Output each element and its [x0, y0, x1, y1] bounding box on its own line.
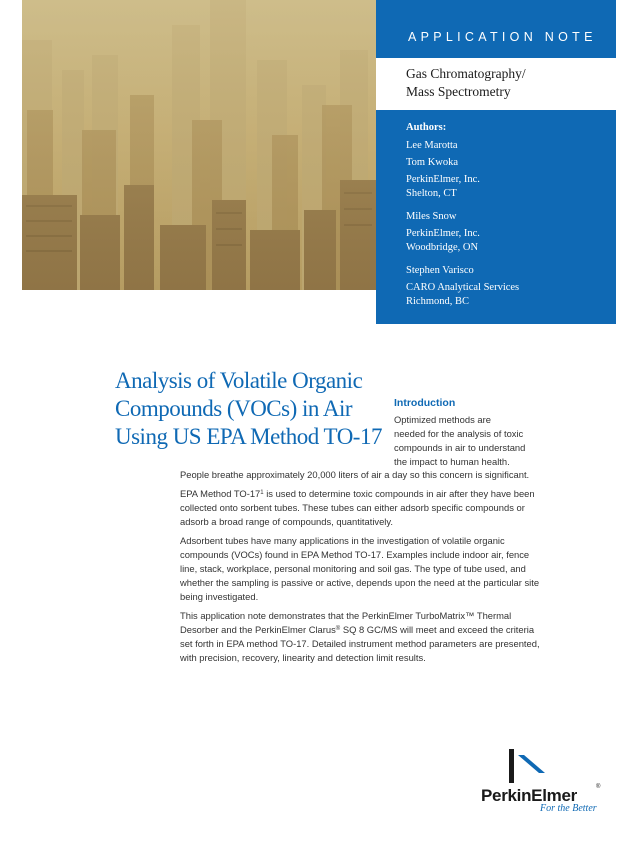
- footnote-ref: 1: [260, 490, 264, 496]
- body-paragraph-2-line: collected onto sorbent tubes. These tubes can either adsorb specific compounds or: [180, 502, 525, 513]
- body-paragraph-2-line: adsorb a broad range of compounds, quantitatively.: [180, 516, 393, 527]
- document-title-line: Using US EPA Method TO-17: [115, 424, 382, 449]
- author-affiliation: PerkinElmer, Inc.: [406, 228, 480, 239]
- body-text: Desorber and the PerkinElmer Clarus: [180, 624, 336, 635]
- technique-line: Gas Chromatography/: [406, 66, 526, 81]
- body-paragraph-3-line: line, stack, workplace, personal monitoring and soil gas. The type of tube used, and: [180, 563, 526, 574]
- author-name: Stephen Varisco: [406, 265, 474, 276]
- author-location: Shelton, CT: [406, 188, 457, 199]
- author-name: Lee Marotta: [406, 140, 458, 151]
- body-paragraph-2-line: [180, 488, 535, 502]
- body-paragraph-4-line: [180, 624, 534, 638]
- technique-band: [376, 58, 616, 110]
- body-paragraph-3-line: whether the sampling is passive or active, depends upon the need at the particular site: [180, 577, 540, 588]
- body-text: is used to determine toxic compounds in air after they have been: [263, 488, 535, 499]
- brand-registered-mark: ®: [596, 784, 601, 790]
- body-text: SQ 8 GC/MS will meet and exceed the criteria: [340, 624, 535, 635]
- author-name: Miles Snow: [406, 211, 457, 222]
- introduction-text: the impact to human health.: [394, 456, 510, 467]
- introduction-text: compounds in air to understand: [394, 442, 526, 453]
- author-affiliation: CARO Analytical Services: [406, 282, 520, 293]
- registered-mark: ®: [335, 626, 341, 632]
- introduction-text: needed for the analysis of toxic: [394, 428, 524, 439]
- authors-panel: [376, 110, 616, 324]
- author-affiliation: PerkinElmer, Inc.: [406, 174, 480, 185]
- hero-image-smog-skyline: [22, 0, 376, 290]
- body-paragraph-4-line: with precision, recovery, linearity and detection limit results.: [180, 652, 426, 663]
- author-location: Woodbridge, ON: [406, 242, 479, 253]
- body-paragraph-4-line: This application note demonstrates that the PerkinElmer TurboMatrix™ Thermal: [180, 610, 512, 621]
- author-name: Tom Kwoka: [406, 157, 459, 168]
- body-text: EPA Method TO-17: [180, 488, 261, 499]
- document-title-line: Analysis of Volatile Organic: [115, 368, 363, 393]
- perkinelmer-logo-icon: [509, 749, 549, 785]
- author-location: Richmond, BC: [406, 296, 470, 307]
- body-paragraph-4-line: set forth in EPA method TO-17. Detailed instrument method parameters are presented,: [180, 638, 540, 649]
- body-paragraph-3-line: Adsorbent tubes have many applications in the investigation of volatile organic: [180, 535, 505, 546]
- technique-line: Mass Spectrometry: [406, 84, 511, 99]
- body-paragraph-3-line: compounds (VOCs) found in EPA Method TO-17. Examples include indoor air, fence: [180, 549, 530, 560]
- brand-tagline: For the Better: [540, 803, 597, 814]
- body-paragraph-3-line: being investigated.: [180, 591, 259, 602]
- application-note-label: APPLICATION NOTE: [408, 30, 597, 44]
- document-title-line: Compounds (VOCs) in Air: [115, 396, 353, 421]
- introduction-heading: Introduction: [394, 397, 456, 409]
- introduction-text: Optimized methods are: [394, 414, 491, 425]
- brand-name: PerkinElmer: [481, 786, 577, 805]
- authors-heading: Authors:: [406, 122, 447, 133]
- body-paragraph-1: People breathe approximately 20,000 liters of air a day so this concern is significant.: [180, 469, 530, 480]
